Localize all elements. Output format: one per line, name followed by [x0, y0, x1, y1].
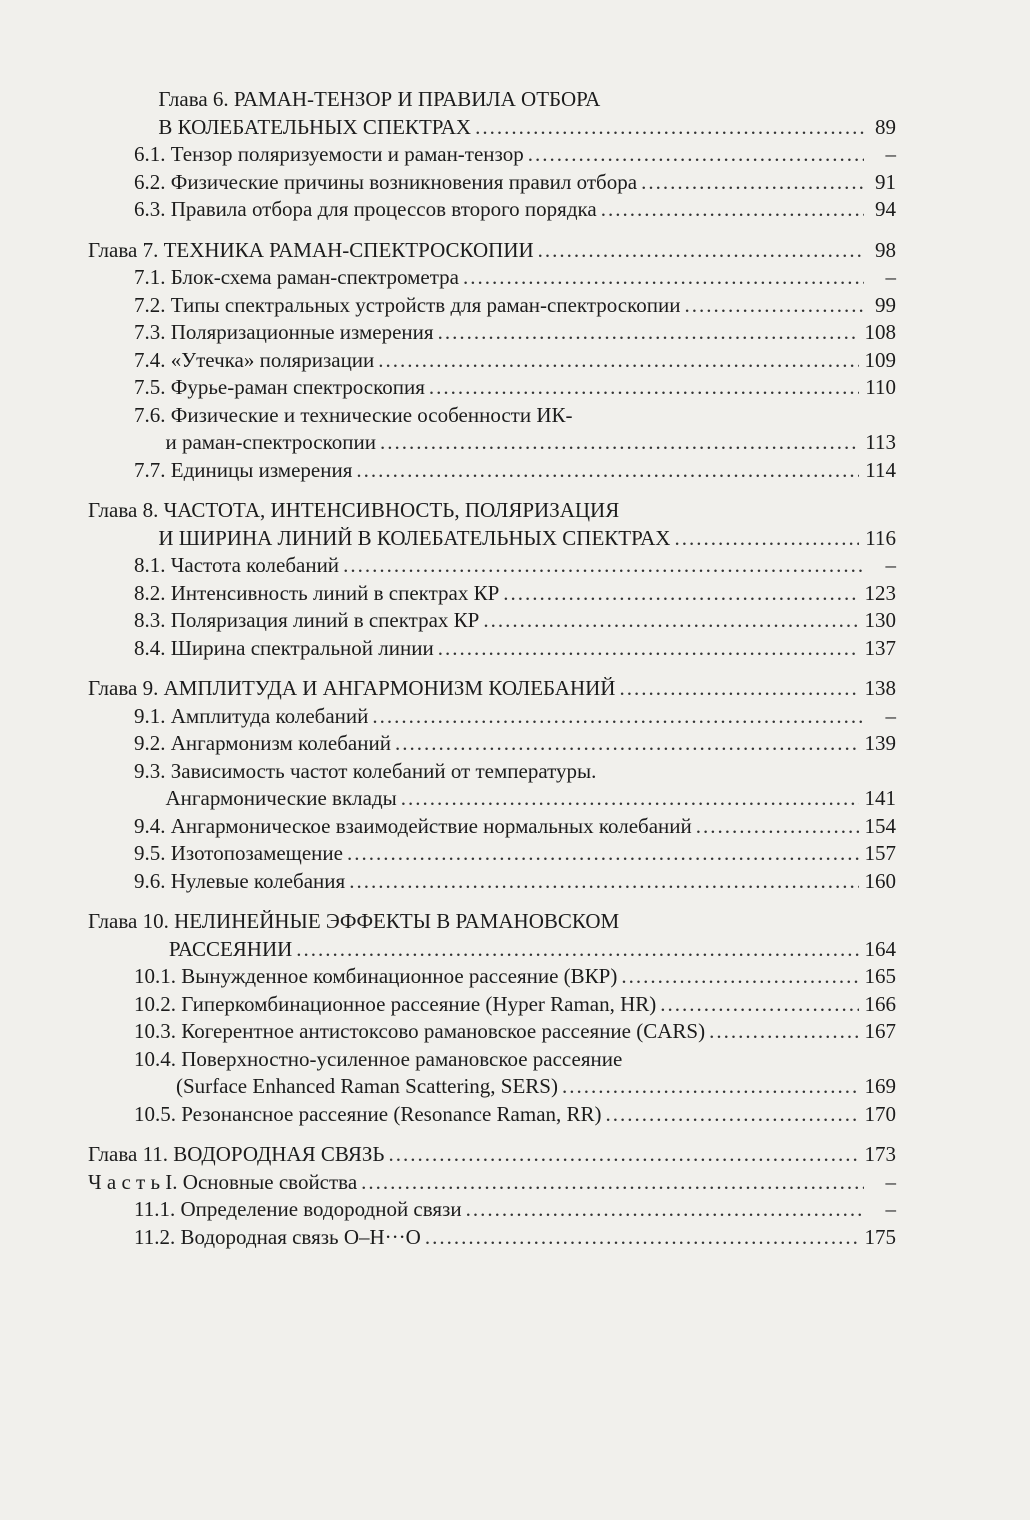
toc-entry	[88, 963, 896, 991]
dot-leader	[378, 347, 858, 375]
toc-entry-title: (Surface Enhanced Raman Scattering, SERS)	[176, 1074, 558, 1098]
dot-leader	[660, 991, 858, 1019]
toc-entry	[88, 497, 896, 525]
toc-entry	[88, 635, 896, 663]
toc-entry	[88, 607, 896, 635]
toc-page-number: 138	[864, 676, 896, 700]
toc-entry	[88, 868, 896, 896]
toc-entry-title: 7.5. Фурье-раман спектроскопия	[134, 375, 425, 399]
toc-page-number: 154	[864, 813, 896, 838]
toc-page-number: 173	[864, 1142, 896, 1166]
dot-leader	[528, 141, 864, 169]
toc-entry	[88, 264, 896, 292]
toc-page-number: 108	[864, 320, 896, 344]
dot-leader	[696, 813, 859, 841]
toc-page-number: 113	[865, 430, 896, 454]
toc-entry	[88, 237, 896, 265]
dot-leader	[356, 457, 859, 485]
toc-entry-title: Глава 10. НЕЛИНЕЙНЫЕ ЭФФЕКТЫ В РАМАНОВСКОМ	[88, 909, 620, 933]
toc-entry-title: Глава 7. ТЕХНИКА РАМАН-СПЕКТРОСКОПИИ	[88, 237, 534, 262]
dot-leader	[401, 785, 859, 813]
toc-entry	[88, 319, 896, 347]
dot-leader	[438, 635, 859, 663]
toc-page-number: –	[885, 142, 896, 166]
toc-entry-title: 9.2. Ангармонизм колебаний	[134, 731, 391, 755]
dot-leader	[380, 429, 859, 457]
toc-entry-title: Глава 9. АМПЛИТУДА И АНГАРМОНИЗМ КОЛЕБАНИЙ	[88, 676, 616, 700]
dot-leader	[538, 237, 864, 265]
toc-entry	[88, 908, 896, 936]
toc-entry	[88, 374, 896, 402]
dot-leader	[372, 703, 864, 731]
toc-page-number: 110	[865, 375, 896, 399]
toc-page-number: –	[885, 1169, 896, 1194]
toc-entry	[88, 730, 896, 758]
toc-entry-title: 9.1. Амплитуда колебаний	[134, 703, 369, 728]
dot-leader	[343, 552, 864, 580]
dot-leader	[475, 114, 864, 142]
toc-entry-title: 9.5. Изотопозамещение	[134, 841, 343, 865]
dot-leader	[425, 1224, 859, 1252]
toc-page-number: 123	[864, 580, 896, 605]
toc-entry	[88, 936, 896, 964]
toc-entry-title: 9.3. Зависимость частот колебаний от температуры.	[134, 758, 597, 783]
toc-entry	[88, 991, 896, 1019]
dot-leader	[709, 1018, 858, 1046]
toc-entry	[88, 402, 896, 430]
toc-entry	[88, 1169, 896, 1197]
toc-entry-title: 6.3. Правила отбора для процессов второго порядка	[134, 197, 597, 221]
dot-leader	[438, 319, 859, 347]
toc-page-number: 170	[864, 1101, 896, 1126]
toc-page-number: 91	[875, 169, 896, 194]
dot-leader	[429, 374, 859, 402]
dot-leader	[483, 607, 858, 635]
toc-entry-title: 10.2. Гиперкомбинационное рассеяние (Hyper Raman, HR)	[134, 991, 657, 1016]
toc-entry-title: 11.2. Водородная связь O–H···O	[134, 1224, 421, 1249]
toc-entry	[88, 1073, 896, 1101]
toc-entry-title: 9.4. Ангармоническое взаимодействие нормальных колебаний	[134, 813, 692, 838]
toc-page-number: 99	[875, 292, 896, 317]
toc-entry-title: И ШИРИНА ЛИНИЙ В КОЛЕБАТЕЛЬНЫХ СПЕКТРАХ	[158, 525, 671, 550]
dot-leader	[562, 1073, 859, 1101]
toc-page-number: 94	[875, 197, 896, 221]
toc-entry	[88, 1196, 896, 1224]
toc-entry-title: 6.2. Физические причины возникновения правил отбора	[134, 169, 638, 194]
toc-entry	[88, 196, 896, 224]
toc-entry	[88, 169, 896, 197]
toc-entry	[88, 141, 896, 169]
toc-entry-title: 7.7. Единицы измерения	[134, 457, 353, 482]
toc-entry	[88, 86, 896, 114]
toc-entry-title: 10.5. Резонансное рассеяние (Resonance Raman, RR)	[134, 1101, 602, 1126]
dot-leader	[601, 196, 864, 224]
dot-leader	[296, 936, 858, 964]
toc-entry-title: 7.6. Физические и технические особенности ИК-	[134, 402, 573, 427]
toc-entry-title: 8.1. Частота колебаний	[134, 553, 340, 577]
toc-entry-title: 7.4. «Утечка» поляризации	[134, 347, 375, 372]
dot-leader	[349, 868, 858, 896]
toc-page-number: 169	[864, 1074, 896, 1098]
toc-entry	[88, 292, 896, 320]
dot-leader	[463, 264, 864, 292]
toc-entry-title: РАССЕЯНИИ	[168, 936, 293, 961]
toc-entry-title: 7.2. Типы спектральных устройств для раман-спектроскопии	[134, 292, 681, 317]
toc-entry	[88, 758, 896, 786]
toc-entry-title: 9.6. Нулевые колебания	[134, 868, 346, 893]
dot-leader	[606, 1101, 859, 1129]
toc-entry	[88, 429, 896, 457]
dot-leader	[684, 292, 864, 320]
toc-page-number: 98	[875, 237, 896, 262]
toc-entry	[88, 675, 896, 703]
toc-entry	[88, 703, 896, 731]
toc-entry-title: 7.3. Поляризационные измерения	[134, 320, 434, 344]
toc-page-number: 160	[864, 868, 896, 893]
dot-leader	[347, 840, 859, 868]
dot-leader	[619, 675, 858, 703]
toc-page-number: 141	[864, 786, 896, 810]
toc-page-number: 175	[864, 1224, 896, 1249]
toc-entry	[88, 1101, 896, 1129]
toc-page-number: 89	[875, 114, 896, 139]
toc-page-number: –	[885, 703, 896, 728]
dot-leader	[361, 1169, 864, 1197]
dot-leader	[466, 1196, 864, 1224]
toc-entry-title: 10.3. Когерентное антистоксово рамановское рассеяние (CARS)	[134, 1019, 706, 1043]
toc-entry	[88, 1224, 896, 1252]
toc-page-number: 165	[864, 964, 896, 988]
toc-page-number: 139	[864, 731, 896, 755]
toc-entry	[88, 457, 896, 485]
toc-entry	[88, 525, 896, 553]
toc-page-number: 166	[864, 991, 896, 1016]
toc-entry-title: 11.1. Определение водородной связи	[134, 1197, 462, 1221]
toc-page-number: 167	[864, 1019, 896, 1043]
toc-entry-title: Глава 8. ЧАСТОТА, ИНТЕНСИВНОСТЬ, ПОЛЯРИЗАЦИЯ	[88, 498, 620, 522]
toc-entry	[88, 114, 896, 142]
toc-page-number: –	[885, 1197, 896, 1221]
toc-entry-title: 8.4. Ширина спектральной линии	[134, 635, 434, 660]
toc-page-number: –	[885, 553, 896, 577]
toc-entry	[88, 813, 896, 841]
dot-leader	[503, 580, 858, 608]
dot-leader	[674, 525, 859, 553]
toc-page-number: 109	[864, 347, 896, 372]
toc-entry-title: Ангармонические вклады	[165, 786, 397, 810]
table-of-contents	[88, 86, 896, 1251]
toc-page-number: 157	[864, 841, 896, 865]
toc-entry	[88, 347, 896, 375]
toc-page-number: 114	[865, 457, 896, 482]
dot-leader	[388, 1141, 858, 1169]
toc-page-number: –	[885, 265, 896, 289]
toc-page-number: 164	[864, 936, 896, 961]
toc-entry	[88, 1018, 896, 1046]
toc-entry-title: Ч а с т ь I. Основные свойства	[88, 1169, 358, 1194]
toc-page-number: 116	[865, 525, 896, 550]
toc-entry-title: 10.4. Поверхностно-усиленное рамановское рассеяние	[134, 1046, 623, 1071]
toc-entry-title: 10.1. Вынужденное комбинационное рассеяние (ВКР)	[134, 964, 618, 988]
toc-entry-title: Глава 6. РАМАН-ТЕНЗОР И ПРАВИЛА ОТБОРА	[158, 87, 601, 111]
dot-leader	[641, 169, 864, 197]
dot-leader	[621, 963, 858, 991]
toc-entry-title: Глава 11. ВОДОРОДНАЯ СВЯЗЬ	[88, 1142, 385, 1166]
toc-entry-title: 7.1. Блок-схема раман-спектрометра	[134, 265, 459, 289]
toc-entry	[88, 552, 896, 580]
toc-entry	[88, 1141, 896, 1169]
toc-entry-title: и раман-спектроскопии	[165, 430, 376, 454]
toc-entry-title: В КОЛЕБАТЕЛЬНЫХ СПЕКТРАХ	[158, 114, 472, 139]
toc-entry	[88, 785, 896, 813]
toc-page-number: 130	[864, 608, 896, 632]
toc-entry-title: 6.1. Тензор поляризуемости и раман-тензор	[134, 142, 524, 166]
toc-entry	[88, 840, 896, 868]
toc-page-number: 137	[864, 635, 896, 660]
toc-entry-title: 8.3. Поляризация линий в спектрах КР	[134, 608, 480, 632]
toc-entry-title: 8.2. Интенсивность линий в спектрах КР	[134, 580, 500, 605]
toc-entry	[88, 580, 896, 608]
toc-entry	[88, 1046, 896, 1074]
dot-leader	[395, 730, 859, 758]
